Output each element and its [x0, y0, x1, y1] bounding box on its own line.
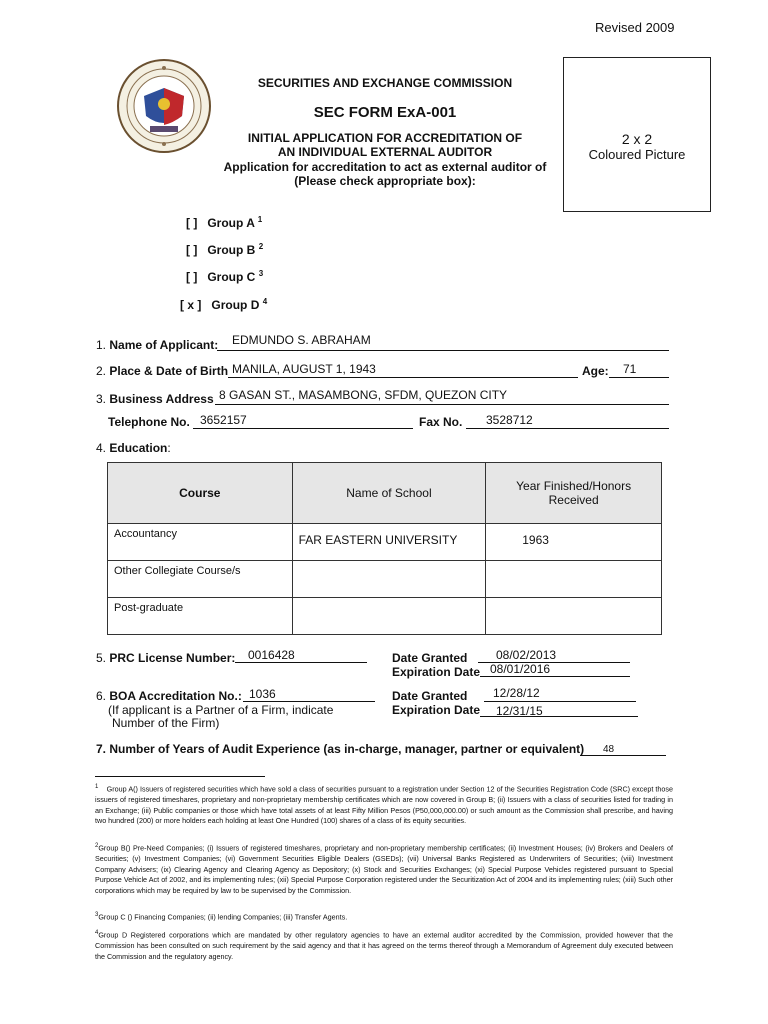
field-address-label: 3. Business Address: [96, 392, 214, 406]
applicant-name-value[interactable]: EDMUNDO S. ABRAHAM: [232, 333, 371, 347]
group-c-label: Group C: [207, 270, 256, 284]
prc-value[interactable]: 0016428: [248, 648, 295, 662]
year-cell[interactable]: [486, 561, 662, 598]
boa-label: 6. BOA Accreditation No.:: [96, 689, 242, 703]
table-row: [108, 598, 662, 635]
form-subtitle: Application for accreditation to act as external auditor of: [223, 160, 547, 174]
group-c-footnote-ref: 3: [258, 269, 264, 278]
field-name-label: 1. Name of Applicant:: [96, 338, 219, 352]
group-d-footnote-ref: 4: [262, 297, 268, 306]
education-header-row: [108, 463, 662, 524]
year-cell[interactable]: 1963: [486, 524, 662, 561]
school-cell[interactable]: [292, 561, 486, 598]
school-cell[interactable]: [292, 598, 486, 635]
group-d-checkbox[interactable]: [ x ]: [180, 298, 202, 312]
form-number: SEC FORM ExA-001: [313, 104, 457, 121]
field-education-label: 4. Education:: [96, 441, 171, 455]
group-c-option[interactable]: [186, 269, 263, 284]
prc-date-granted-label: Date Granted: [392, 651, 468, 665]
course-cell: Post-graduate: [108, 598, 293, 635]
experience-value[interactable]: 48: [603, 744, 615, 755]
table-row: [108, 524, 662, 561]
group-a-option[interactable]: [186, 215, 262, 230]
footnote-1: $^1$ Group A() Issuers of registered securities which have sold a class of securities pursuant to a registration under Section 12 of the Securities Registration Code (SRC) except those issuers of registered timeshares, proprietary and non-proprietary membership certificates which are now covered in Group B; (ii) Issuers with a class of securities listed for trading in an Exchange; (iii) Public companies or those which have total assets of at least Fifty Million Pesos (P50,000,000.00) or such amount as the Commission shall prescribe, and having two hundred (200) or more holders each holding at least One Hundred (100) shares of a class of its equity securities.: [95, 784, 673, 826]
form-title-line1: INITIAL APPLICATION FOR ACCREDITATION OF: [247, 131, 523, 145]
group-d-label: Group D: [211, 298, 260, 312]
course-cell: Accountancy: [108, 524, 293, 561]
footnote-divider: [95, 776, 265, 777]
col-course-header: Course: [108, 463, 293, 524]
prc-label: 5. PRC License Number:: [96, 651, 236, 665]
prc-date-granted-value[interactable]: 08/02/2013: [496, 648, 557, 662]
course-cell: Other Collegiate Course/s: [108, 561, 293, 598]
experience-line: [580, 741, 666, 756]
boa-date-granted-label: Date Granted: [392, 689, 468, 703]
group-d-option[interactable]: [180, 297, 267, 312]
table-row: [108, 561, 662, 598]
prc-expiration-label: Expiration Date: [392, 665, 481, 679]
agency-name: SECURITIES AND EXCHANGE COMMISSION: [257, 76, 513, 90]
col-year-header: Year Finished/Honors Received: [486, 463, 662, 524]
footnote-4: $^4$Group D Registered corporations which are mandated by other regulatory agencies to have an external auditor accredited by the Commission, provided however that the Commission has been consulted on such requirement by the said agency and that it has agreed on the terms thereof through a Memorandum of Agreement duly executed between the Commission and the regulatory agency.: [95, 930, 673, 961]
field-birth-label: 2. Place & Date of Birth: [96, 364, 229, 378]
experience-label: 7. Number of Years of Audit Experience (as in-charge, manager, partner or equivalent): [96, 742, 585, 756]
group-a-footnote-ref: 1: [257, 215, 263, 224]
footnote-2: $^2$Group B() Pre-Need Companies; (i) Issuers of registered timeshares, proprietary and non-proprietary membership certificates; (ii) Investment Houses; (iv) Brokers and Dealers of Securities; (v) Investment Companies; (vi) Government Securities Eligible Dealers (GSEDs); (vii) Universal Banks Registered as Underwriters of Securities; (viii) Investment Company Advisers; (ix) Clearing Agency and Clearing Agency as Depository; (x) Stock and Securities Exchanges; (xi) Special Purpose Vehicles registered pursuant to Special Purpose Vehicle Act of 2002, and its implementing rules; (xii) Special Purpose Corporation registered under the Securitization Act of 2004 and its implementing rules; (xiii) Such other corporations which may be required by law to be supervised by the Commission.: [95, 843, 673, 895]
education-table: [107, 462, 662, 635]
form-instruction: (Please check appropriate box):: [294, 174, 476, 188]
boa-date-granted-value[interactable]: 12/28/12: [493, 686, 540, 700]
group-b-checkbox[interactable]: [ ]: [186, 243, 198, 257]
boa-expiration-value[interactable]: 12/31/15: [496, 704, 543, 718]
group-b-footnote-ref: 2: [258, 242, 264, 251]
school-cell[interactable]: FAR EASTERN UNIVERSITY: [292, 524, 486, 561]
fax-value[interactable]: 3528712: [486, 413, 533, 427]
age-label: Age:: [582, 364, 609, 378]
age-value[interactable]: 71: [623, 362, 637, 376]
group-b-label: Group B: [207, 243, 256, 257]
group-b-option[interactable]: [186, 242, 263, 257]
form-title-line2: AN INDIVIDUAL EXTERNAL AUDITOR: [277, 145, 493, 159]
boa-expiration-label: Expiration Date: [392, 703, 481, 717]
boa-note-line1: (If applicant is a Partner of a Firm, indicate: [108, 703, 334, 717]
telephone-label: Telephone No.: [108, 415, 190, 429]
col-school-header: Name of School: [292, 463, 486, 524]
address-value[interactable]: 8 GASAN ST., MASAMBONG, SFDM, QUEZON CITY: [219, 388, 508, 402]
birth-value[interactable]: MANILA, AUGUST 1, 1943: [232, 362, 376, 376]
photo-box: [563, 57, 711, 212]
prc-expiration-value[interactable]: 08/01/2016: [490, 662, 551, 676]
photo-size-label: 2 x 2: [621, 131, 653, 147]
group-a-checkbox[interactable]: [ ]: [186, 216, 198, 230]
age-line: [609, 363, 669, 378]
telephone-value[interactable]: 3652157: [200, 413, 247, 427]
group-a-label: Group A: [207, 216, 255, 230]
sec-seal-logo: [116, 58, 212, 154]
boa-note-line2: Number of the Firm): [112, 716, 220, 730]
group-c-checkbox[interactable]: [ ]: [186, 270, 198, 284]
boa-value[interactable]: 1036: [249, 687, 276, 701]
footnote-3: $^3$Group C () Financing Companies; (ii) lending Companies; (iii) Transfer Agents.: [95, 912, 348, 922]
fax-label: Fax No.: [419, 415, 463, 429]
year-cell[interactable]: [486, 598, 662, 635]
photo-type-label: Coloured Picture: [588, 147, 686, 162]
revision-note: Revised 2009: [595, 20, 675, 35]
